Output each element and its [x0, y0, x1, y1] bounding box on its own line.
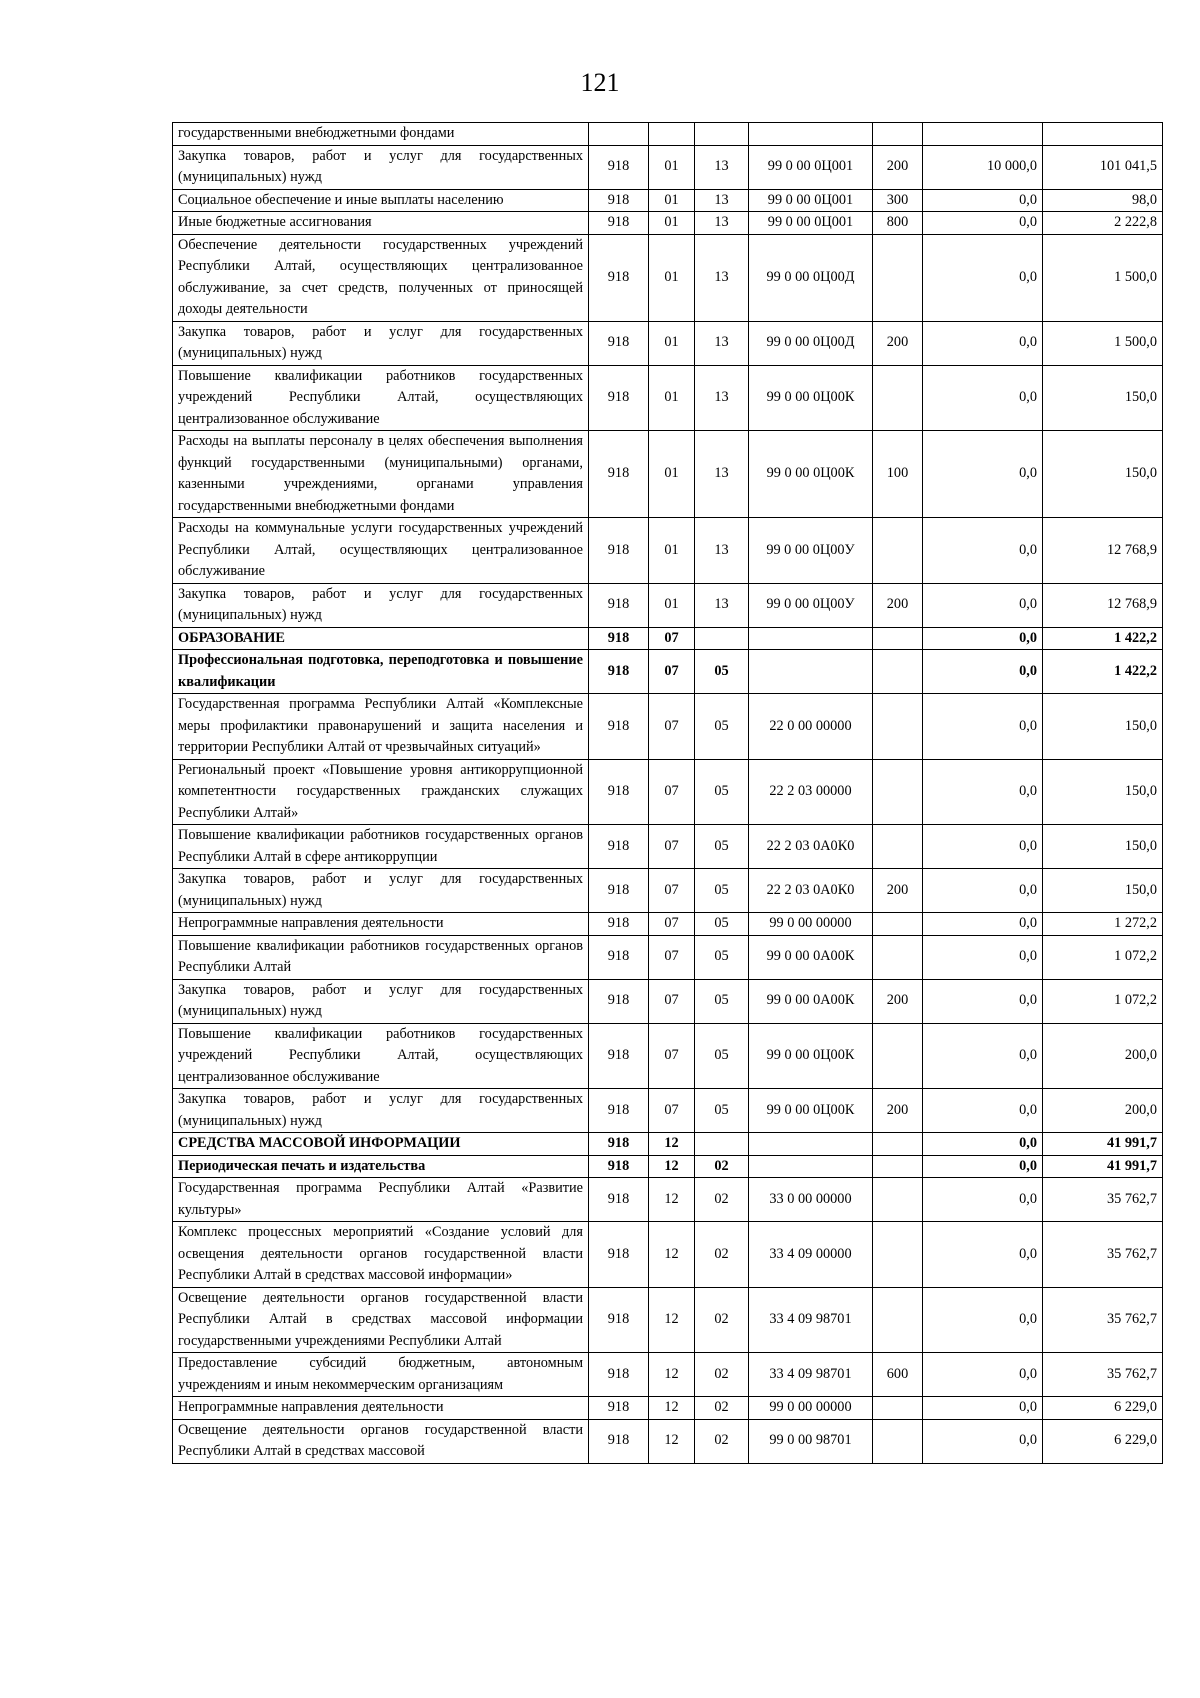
cell-csr: 22 2 03 0А0К0 [749, 825, 873, 869]
cell-name: Непрограммные направления деятельности [173, 913, 589, 936]
cell-ved: 918 [589, 1133, 649, 1156]
cell-rz: 01 [649, 189, 695, 212]
table-row [173, 1353, 1163, 1397]
cell-value-1: 0,0 [923, 1089, 1043, 1133]
cell-rz: 12 [649, 1155, 695, 1178]
cell-pr: 05 [695, 694, 749, 760]
cell-pr: 05 [695, 979, 749, 1023]
cell-csr: 22 2 03 00000 [749, 759, 873, 825]
table-row [173, 759, 1163, 825]
cell-pr: 05 [695, 1023, 749, 1089]
cell-value-2: 41 991,7 [1043, 1133, 1163, 1156]
cell-name: Государственная программа Республики Алтай «Развитие культуры» [173, 1178, 589, 1222]
cell-value-1: 0,0 [923, 869, 1043, 913]
page-number: 121 [580, 68, 620, 97]
cell-rz: 12 [649, 1353, 695, 1397]
cell-rz: 01 [649, 518, 695, 584]
cell-vr [873, 1222, 923, 1288]
cell-rz: 07 [649, 627, 695, 650]
cell-csr [749, 650, 873, 694]
cell-value-2: 1 422,2 [1043, 650, 1163, 694]
cell-vr [873, 694, 923, 760]
cell-pr: 02 [695, 1419, 749, 1463]
cell-vr [873, 234, 923, 321]
cell-pr: 02 [695, 1178, 749, 1222]
cell-value-2: 150,0 [1043, 431, 1163, 518]
cell-value-1: 0,0 [923, 518, 1043, 584]
cell-name: Повышение квалификации работников государственных учреждений Республики Алтай, осуществляющих централизованное обслуживание [173, 1023, 589, 1089]
cell-csr: 99 0 00 0Ц00Д [749, 321, 873, 365]
cell-value-1: 0,0 [923, 1133, 1043, 1156]
cell-ved: 918 [589, 1023, 649, 1089]
cell-value-1: 0,0 [923, 583, 1043, 627]
cell-csr: 33 0 00 00000 [749, 1178, 873, 1222]
cell-name: государственными внебюджетными фондами [173, 123, 589, 146]
cell-csr: 33 4 09 98701 [749, 1353, 873, 1397]
cell-csr [749, 123, 873, 146]
cell-vr [873, 1419, 923, 1463]
cell-csr: 22 0 00 00000 [749, 694, 873, 760]
cell-ved: 918 [589, 650, 649, 694]
cell-rz: 12 [649, 1287, 695, 1353]
cell-ved: 918 [589, 189, 649, 212]
cell-csr: 99 0 00 0Ц00К [749, 431, 873, 518]
cell-name: Региональный проект «Повышение уровня антикоррупционной компетентности государственных гражданских служащих Республики Алтай» [173, 759, 589, 825]
cell-name: Закупка товаров, работ и услуг для государственных (муниципальных) нужд [173, 321, 589, 365]
table-body [173, 123, 1163, 1464]
cell-value-1: 0,0 [923, 1178, 1043, 1222]
cell-value-2: 200,0 [1043, 1023, 1163, 1089]
cell-csr: 99 0 00 0Ц00Д [749, 234, 873, 321]
cell-value-2: 35 762,7 [1043, 1287, 1163, 1353]
table-row [173, 145, 1163, 189]
cell-pr [695, 627, 749, 650]
table-row [173, 189, 1163, 212]
cell-name: Повышение квалификации работников государственных учреждений Республики Алтай, осуществляющих централизованное обслуживание [173, 365, 589, 431]
cell-value-2: 2 222,8 [1043, 212, 1163, 235]
cell-value-2: 150,0 [1043, 825, 1163, 869]
cell-rz: 07 [649, 650, 695, 694]
cell-pr: 13 [695, 518, 749, 584]
cell-pr: 05 [695, 913, 749, 936]
cell-rz: 01 [649, 321, 695, 365]
cell-value-1: 0,0 [923, 694, 1043, 760]
cell-csr [749, 1133, 873, 1156]
cell-csr: 33 4 09 00000 [749, 1222, 873, 1288]
table-row [173, 583, 1163, 627]
cell-vr: 200 [873, 979, 923, 1023]
cell-rz: 07 [649, 913, 695, 936]
cell-ved: 918 [589, 234, 649, 321]
cell-name: Повышение квалификации работников государственных органов Республики Алтай [173, 935, 589, 979]
cell-name: Освещение деятельности органов государственной власти Республики Алтай в средствах массовой [173, 1419, 589, 1463]
cell-name: Закупка товаров, работ и услуг для государственных (муниципальных) нужд [173, 145, 589, 189]
cell-value-2: 101 041,5 [1043, 145, 1163, 189]
cell-ved [589, 123, 649, 146]
cell-value-1: 0,0 [923, 979, 1043, 1023]
cell-ved: 918 [589, 694, 649, 760]
cell-ved: 918 [589, 759, 649, 825]
cell-pr: 13 [695, 212, 749, 235]
cell-value-2: 1 072,2 [1043, 979, 1163, 1023]
cell-value-2: 150,0 [1043, 694, 1163, 760]
cell-pr: 13 [695, 145, 749, 189]
cell-rz: 01 [649, 583, 695, 627]
cell-vr: 200 [873, 869, 923, 913]
cell-pr: 05 [695, 759, 749, 825]
cell-rz [649, 123, 695, 146]
cell-vr [873, 1397, 923, 1420]
cell-name: Закупка товаров, работ и услуг для государственных (муниципальных) нужд [173, 979, 589, 1023]
table-row [173, 1023, 1163, 1089]
table-row [173, 979, 1163, 1023]
cell-vr [873, 759, 923, 825]
cell-pr: 13 [695, 234, 749, 321]
table-row [173, 1178, 1163, 1222]
cell-ved: 918 [589, 1353, 649, 1397]
table-row [173, 650, 1163, 694]
cell-vr [873, 650, 923, 694]
cell-vr [873, 1287, 923, 1353]
table-row [173, 935, 1163, 979]
cell-csr: 99 0 00 0Ц00У [749, 583, 873, 627]
cell-ved: 918 [589, 979, 649, 1023]
table-row [173, 1419, 1163, 1463]
table-row [173, 123, 1163, 146]
cell-csr: 99 0 00 0Ц001 [749, 212, 873, 235]
cell-pr: 13 [695, 583, 749, 627]
cell-ved: 918 [589, 1178, 649, 1222]
cell-value-2: 150,0 [1043, 869, 1163, 913]
cell-value-1 [923, 123, 1043, 146]
cell-csr: 99 0 00 0Ц00К [749, 1089, 873, 1133]
cell-rz: 07 [649, 694, 695, 760]
cell-rz: 07 [649, 825, 695, 869]
table-row [173, 321, 1163, 365]
cell-rz: 07 [649, 759, 695, 825]
cell-csr: 99 0 00 0Ц00К [749, 365, 873, 431]
cell-rz: 12 [649, 1397, 695, 1420]
cell-value-2: 41 991,7 [1043, 1155, 1163, 1178]
cell-vr [873, 1023, 923, 1089]
cell-csr: 99 0 00 0Ц001 [749, 145, 873, 189]
cell-name: Закупка товаров, работ и услуг для государственных (муниципальных) нужд [173, 869, 589, 913]
cell-vr [873, 1178, 923, 1222]
cell-ved: 918 [589, 518, 649, 584]
cell-value-1: 0,0 [923, 365, 1043, 431]
table-row [173, 627, 1163, 650]
cell-csr [749, 627, 873, 650]
cell-ved: 918 [589, 825, 649, 869]
cell-name: Освещение деятельности органов государственной власти Республики Алтай в средствах массовой информации государственными учреждениями Республики Алтай [173, 1287, 589, 1353]
cell-value-2: 1 500,0 [1043, 234, 1163, 321]
cell-value-2: 35 762,7 [1043, 1222, 1163, 1288]
cell-value-1: 0,0 [923, 1287, 1043, 1353]
cell-csr: 22 2 03 0А0К0 [749, 869, 873, 913]
cell-value-1: 0,0 [923, 234, 1043, 321]
cell-csr: 99 0 00 0Ц00К [749, 1023, 873, 1089]
cell-ved: 918 [589, 913, 649, 936]
cell-value-1: 0,0 [923, 1397, 1043, 1420]
table-row [173, 869, 1163, 913]
table-row [173, 1155, 1163, 1178]
cell-pr [695, 1133, 749, 1156]
cell-value-1: 0,0 [923, 189, 1043, 212]
cell-csr [749, 1155, 873, 1178]
table-row [173, 212, 1163, 235]
cell-vr [873, 1133, 923, 1156]
cell-pr: 13 [695, 189, 749, 212]
cell-name: Закупка товаров, работ и услуг для государственных (муниципальных) нужд [173, 1089, 589, 1133]
cell-value-1: 0,0 [923, 212, 1043, 235]
cell-pr: 13 [695, 431, 749, 518]
cell-name: Повышение квалификации работников государственных органов Республики Алтай в сфере антикоррупции [173, 825, 589, 869]
cell-vr [873, 1155, 923, 1178]
cell-value-2 [1043, 123, 1163, 146]
table-row [173, 1287, 1163, 1353]
cell-rz: 01 [649, 234, 695, 321]
cell-name: Социальное обеспечение и иные выплаты населению [173, 189, 589, 212]
cell-value-2: 1 422,2 [1043, 627, 1163, 650]
budget-table [172, 122, 1163, 1464]
cell-pr: 13 [695, 321, 749, 365]
cell-value-1: 0,0 [923, 431, 1043, 518]
cell-csr: 99 0 00 00000 [749, 913, 873, 936]
cell-rz: 01 [649, 365, 695, 431]
cell-ved: 918 [589, 869, 649, 913]
cell-vr [873, 123, 923, 146]
table-row [173, 234, 1163, 321]
cell-ved: 918 [589, 1397, 649, 1420]
cell-value-2: 35 762,7 [1043, 1353, 1163, 1397]
table-row [173, 518, 1163, 584]
cell-value-2: 1 500,0 [1043, 321, 1163, 365]
cell-vr [873, 935, 923, 979]
cell-ved: 918 [589, 431, 649, 518]
cell-rz: 12 [649, 1133, 695, 1156]
cell-value-1: 0,0 [923, 1419, 1043, 1463]
cell-pr: 02 [695, 1222, 749, 1288]
cell-rz: 07 [649, 979, 695, 1023]
table-row [173, 1089, 1163, 1133]
cell-pr: 05 [695, 869, 749, 913]
cell-ved: 918 [589, 365, 649, 431]
cell-ved: 918 [589, 1089, 649, 1133]
cell-pr: 02 [695, 1287, 749, 1353]
cell-ved: 918 [589, 212, 649, 235]
cell-value-1: 0,0 [923, 1353, 1043, 1397]
cell-ved: 918 [589, 1222, 649, 1288]
cell-rz: 01 [649, 145, 695, 189]
cell-pr [695, 123, 749, 146]
cell-name: Обеспечение деятельности государственных учреждений Республики Алтай, осуществляющих централизованное обслуживание, за счет средств, полученных от приносящей доходы деятельности [173, 234, 589, 321]
cell-name: Расходы на коммунальные услуги государственных учреждений Республики Алтай, осуществляющих централизованное обслуживание [173, 518, 589, 584]
cell-vr [873, 518, 923, 584]
cell-name: Расходы на выплаты персоналу в целях обеспечения выполнения функций государственными (муниципальными) органами, казенными учреждениями, органами управления государственными внебюджетными фондами [173, 431, 589, 518]
cell-vr [873, 913, 923, 936]
cell-value-1: 0,0 [923, 1023, 1043, 1089]
cell-value-1: 10 000,0 [923, 145, 1043, 189]
table-row [173, 694, 1163, 760]
cell-ved: 918 [589, 627, 649, 650]
cell-pr: 02 [695, 1155, 749, 1178]
cell-pr: 02 [695, 1353, 749, 1397]
cell-ved: 918 [589, 1155, 649, 1178]
cell-value-2: 1 272,2 [1043, 913, 1163, 936]
cell-vr: 200 [873, 145, 923, 189]
cell-vr: 100 [873, 431, 923, 518]
table-row [173, 1222, 1163, 1288]
cell-name: Предоставление субсидий бюджетным, автономным учреждениям и иным некоммерческим организациям [173, 1353, 589, 1397]
cell-value-1: 0,0 [923, 1155, 1043, 1178]
cell-name: Непрограммные направления деятельности [173, 1397, 589, 1420]
cell-ved: 918 [589, 1287, 649, 1353]
cell-vr: 600 [873, 1353, 923, 1397]
cell-csr: 99 0 00 98701 [749, 1419, 873, 1463]
cell-ved: 918 [589, 145, 649, 189]
cell-name: ОБРАЗОВАНИЕ [173, 627, 589, 650]
cell-value-2: 150,0 [1043, 365, 1163, 431]
cell-value-1: 0,0 [923, 913, 1043, 936]
cell-name: Закупка товаров, работ и услуг для государственных (муниципальных) нужд [173, 583, 589, 627]
table-row [173, 431, 1163, 518]
cell-vr: 800 [873, 212, 923, 235]
cell-pr: 05 [695, 1089, 749, 1133]
table-row [173, 365, 1163, 431]
cell-value-2: 12 768,9 [1043, 583, 1163, 627]
cell-value-2: 6 229,0 [1043, 1419, 1163, 1463]
cell-value-1: 0,0 [923, 1222, 1043, 1288]
cell-value-1: 0,0 [923, 321, 1043, 365]
cell-value-1: 0,0 [923, 650, 1043, 694]
cell-pr: 05 [695, 650, 749, 694]
cell-csr: 33 4 09 98701 [749, 1287, 873, 1353]
cell-ved: 918 [589, 321, 649, 365]
cell-rz: 12 [649, 1222, 695, 1288]
cell-value-2: 35 762,7 [1043, 1178, 1163, 1222]
cell-value-1: 0,0 [923, 935, 1043, 979]
cell-value-2: 6 229,0 [1043, 1397, 1163, 1420]
cell-rz: 12 [649, 1178, 695, 1222]
table-row [173, 825, 1163, 869]
cell-rz: 07 [649, 869, 695, 913]
cell-rz: 01 [649, 431, 695, 518]
cell-vr: 200 [873, 321, 923, 365]
cell-csr: 99 0 00 0Ц00У [749, 518, 873, 584]
cell-pr: 05 [695, 935, 749, 979]
cell-ved: 918 [589, 935, 649, 979]
cell-value-1: 0,0 [923, 627, 1043, 650]
cell-rz: 12 [649, 1419, 695, 1463]
cell-name: Профессиональная подготовка, переподготовка и повышение квалификации [173, 650, 589, 694]
cell-rz: 07 [649, 1023, 695, 1089]
cell-value-1: 0,0 [923, 825, 1043, 869]
cell-vr [873, 627, 923, 650]
cell-rz: 07 [649, 935, 695, 979]
cell-pr: 02 [695, 1397, 749, 1420]
cell-pr: 05 [695, 825, 749, 869]
cell-value-2: 98,0 [1043, 189, 1163, 212]
cell-vr: 200 [873, 583, 923, 627]
cell-value-2: 200,0 [1043, 1089, 1163, 1133]
cell-value-2: 150,0 [1043, 759, 1163, 825]
cell-ved: 918 [589, 1419, 649, 1463]
cell-pr: 13 [695, 365, 749, 431]
cell-ved: 918 [589, 583, 649, 627]
cell-vr: 200 [873, 1089, 923, 1133]
table-row [173, 913, 1163, 936]
cell-name: Комплекс процессных мероприятий «Создание условий для освещения деятельности органов государственной власти Республики Алтай в средствах массовой информации» [173, 1222, 589, 1288]
table-row [173, 1397, 1163, 1420]
cell-csr: 99 0 00 00000 [749, 1397, 873, 1420]
cell-name: СРЕДСТВА МАССОВОЙ ИНФОРМАЦИИ [173, 1133, 589, 1156]
cell-vr [873, 365, 923, 431]
cell-csr: 99 0 00 0А00К [749, 979, 873, 1023]
cell-rz: 01 [649, 212, 695, 235]
cell-csr: 99 0 00 0А00К [749, 935, 873, 979]
cell-value-1: 0,0 [923, 759, 1043, 825]
cell-name: Периодическая печать и издательства [173, 1155, 589, 1178]
cell-vr [873, 825, 923, 869]
cell-csr: 99 0 00 0Ц001 [749, 189, 873, 212]
cell-rz: 07 [649, 1089, 695, 1133]
cell-value-2: 12 768,9 [1043, 518, 1163, 584]
cell-vr: 300 [873, 189, 923, 212]
cell-name: Иные бюджетные ассигнования [173, 212, 589, 235]
cell-value-2: 1 072,2 [1043, 935, 1163, 979]
table-row [173, 1133, 1163, 1156]
cell-name: Государственная программа Республики Алтай «Комплексные меры профилактики правонарушений и защита населения и территории Республики Алтай от чрезвычайных ситуаций» [173, 694, 589, 760]
